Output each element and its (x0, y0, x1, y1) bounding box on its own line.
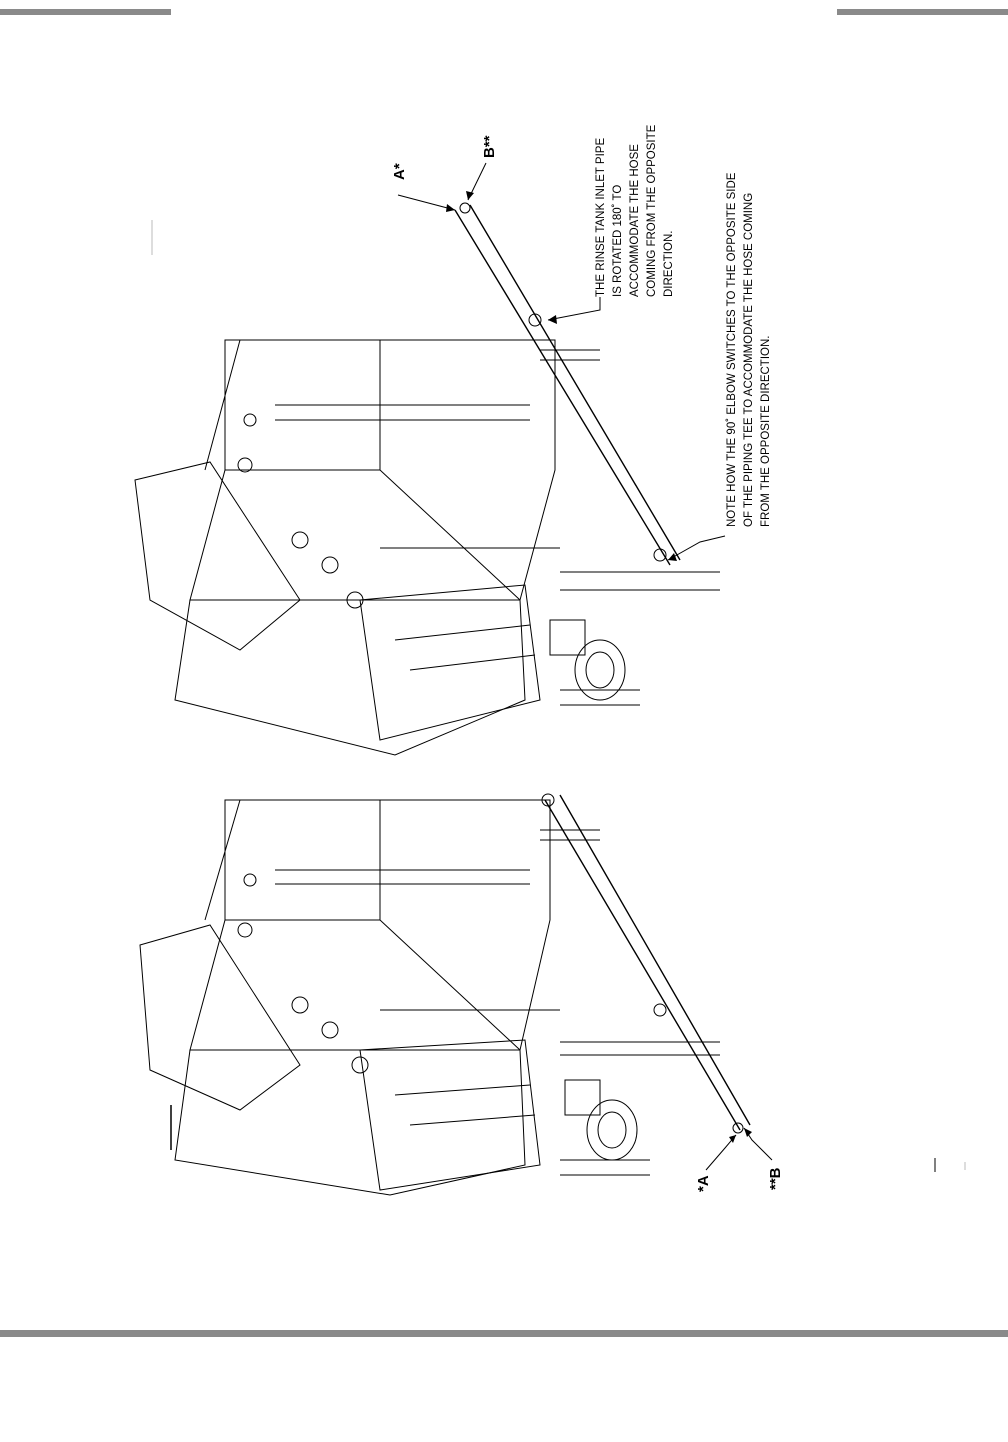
machine-bottom-control-box (140, 925, 300, 1110)
note-elbow-line-1: NOTE HOW THE 90˚ ELBOW SWITCHES TO THE OPPOSITE SIDE (726, 172, 738, 527)
callout-lines-bottom (706, 1128, 772, 1170)
label-top-b: B** (481, 135, 498, 158)
note-rinse-pipe (595, 124, 675, 297)
machine-top-panel (175, 600, 525, 755)
machine-bottom-body (190, 800, 550, 1050)
callout-lines-top (398, 163, 725, 561)
machine-bottom-panel (175, 1050, 525, 1195)
machine-bottom-view (140, 794, 750, 1195)
note-rinse-line-2: IS ROTATED 180˚ TO (612, 184, 624, 297)
note-rinse-line-3: ACCOMMODATE THE HOSE (629, 144, 641, 297)
machine-top-hood (360, 585, 540, 740)
note-rinse-line-4: COMING FROM THE OPPOSITE (646, 124, 658, 297)
note-elbow-line-2: OF THE PIPING TEE TO ACCOMMODATE THE HOSE COMING (743, 192, 755, 527)
machine-top-control-box (135, 462, 300, 650)
note-elbow (726, 172, 772, 527)
note-elbow-line-3: FROM THE OPPOSITE DIRECTION. (760, 335, 772, 527)
label-bottom-a: *A (695, 1175, 712, 1192)
note-rinse-line-1: THE RINSE TANK INLET PIPE (595, 137, 607, 297)
label-bottom-b: **B (767, 1167, 784, 1190)
note-rinse-line-5: DIRECTION. (663, 230, 675, 297)
pump-motor-top (575, 640, 625, 700)
label-top-a: A* (391, 163, 408, 180)
pump-motor-bottom (587, 1100, 637, 1160)
